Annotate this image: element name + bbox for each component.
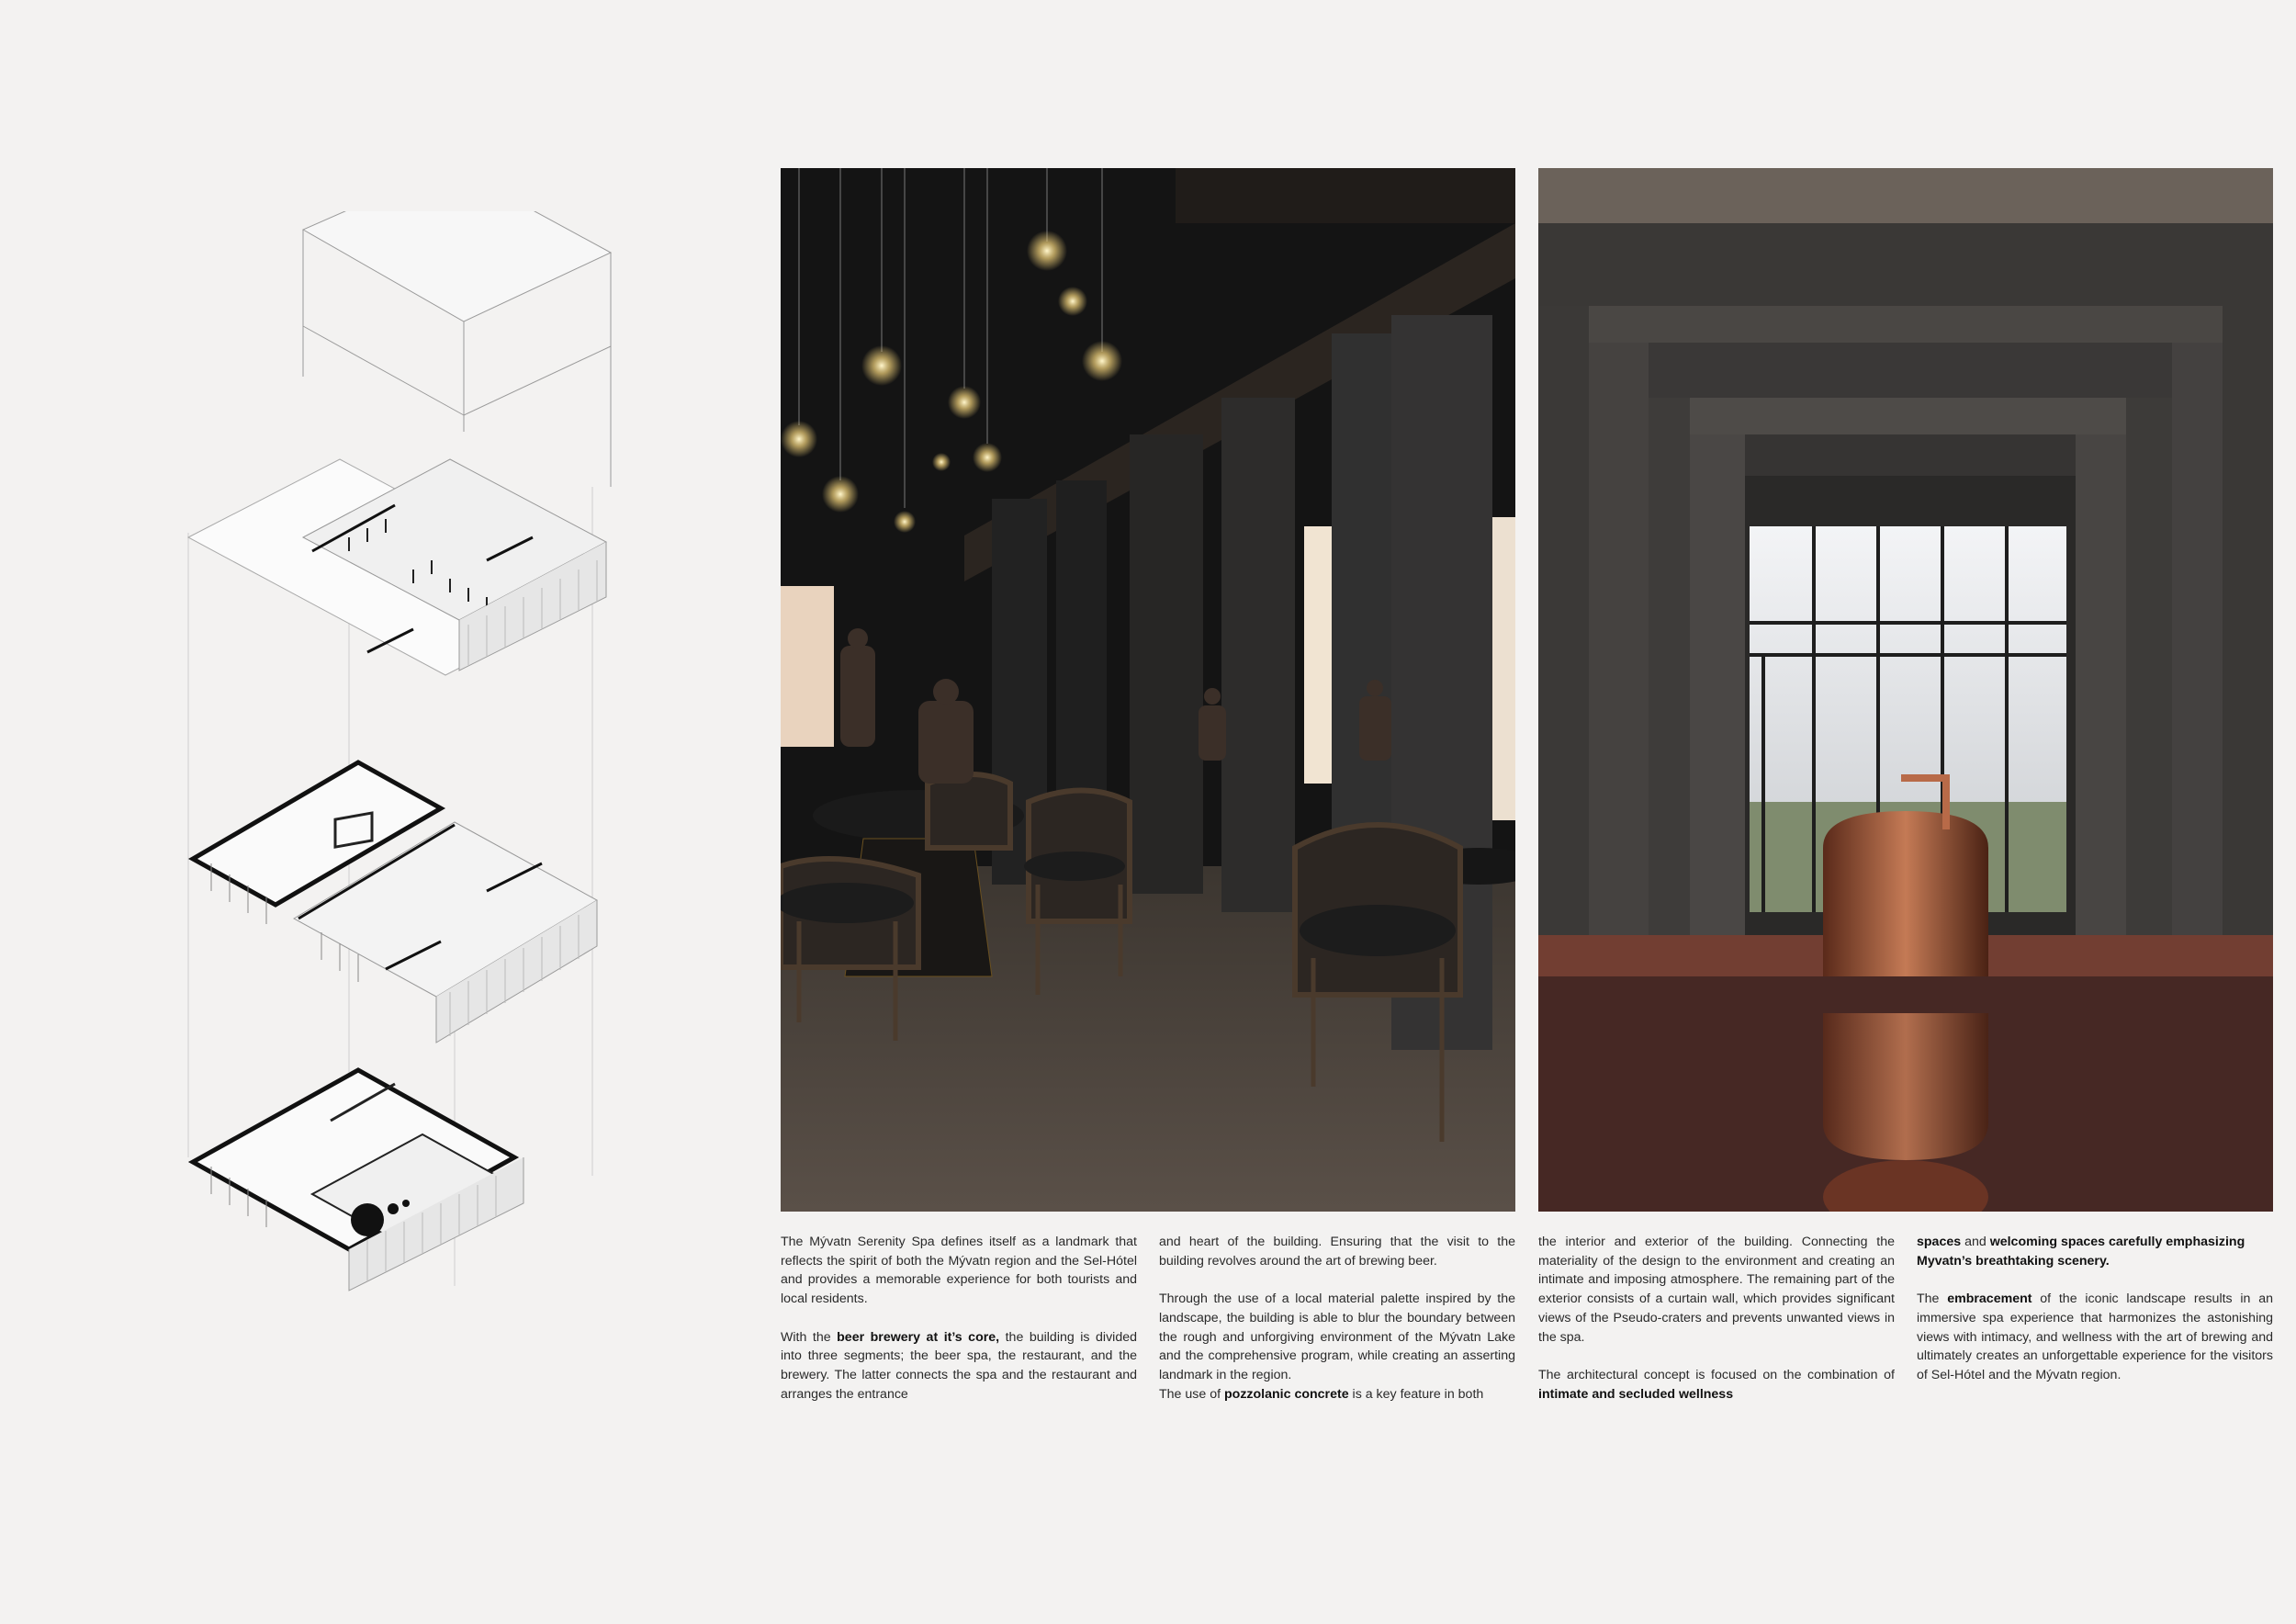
embracement-paragraph — [1917, 1290, 2273, 1385]
concrete-text-start: The use of — [1159, 1386, 1224, 1402]
embracement-text-start: The — [1917, 1291, 1948, 1307]
text-column-2 — [1159, 1233, 1515, 1423]
text-column-4 — [1917, 1233, 2273, 1404]
embracement-bold: embracement — [1947, 1291, 2032, 1307]
concrete-bold: pozzolanic concrete — [1223, 1386, 1349, 1402]
segments-text-end: the building is divided into three segments; the beer spa, the restaurant, and the brewery. The latter connects the spa and the restaurant and arranges the entrance — [781, 1329, 1137, 1402]
axo-middle-floor — [193, 762, 597, 1043]
segments-text-start: With the — [781, 1329, 838, 1345]
concept-paragraph — [1538, 1366, 1895, 1404]
axonometric-drawing — [138, 211, 652, 1369]
brewery-corridor-render — [1538, 168, 2273, 1212]
brewing-paragraph: and heart of the building. Ensuring that the visit to the building revolves around the art of brewing beer. — [1159, 1235, 1515, 1269]
text-column-1 — [781, 1233, 1137, 1423]
axo-top-floor — [188, 459, 606, 675]
text-column-3 — [1538, 1233, 1895, 1423]
segments-paragraph — [781, 1328, 1137, 1404]
intro-paragraph: The Mývatn Serenity Spa defines itself as a landmark that reflects the spirit of both the Mývatn region and the Sel-Hótel and provides a memorable experience for both tourists and local residents. — [781, 1235, 1137, 1307]
axo-bottom-floor — [193, 1070, 523, 1291]
embracement-text-end: of the iconic landscape results in an immersive spa experience that harmonizes the astonishing views with intimacy, and wellness with the art of brewing and ultimately creates an unforgettable experience for the visitors of Sel-Hótel and the Mývatn region. — [1917, 1291, 2273, 1382]
concrete-text-end: is a key feature in both — [1348, 1386, 1484, 1402]
material-paragraph: Through the use of a local material palette inspired by the landscape, the building is able to blur the boundary between the rough and unforgiving environment of the Mývatn Lake and the comprehensive program, while creating an asserting landmark in the region. — [1159, 1291, 1515, 1382]
segments-bold: beer brewery at it’s core, — [837, 1329, 1000, 1345]
spaces-paragraph — [1917, 1233, 2273, 1270]
restaurant-interior-render — [781, 168, 1515, 1212]
spaces-mid: and — [1961, 1235, 1990, 1249]
concept-bold: intimate and secluded wellness — [1538, 1386, 1734, 1402]
concept-text-start: The architectural concept is focused on the combination of — [1538, 1367, 1895, 1382]
spaces-bold: spaces — [1917, 1235, 1962, 1249]
concrete-paragraph — [1159, 1385, 1515, 1404]
materiality-paragraph: the interior and exterior of the building. Connecting the materiality of the design to the environment and creating an intimate and imposing atmosphere. The remaining part of the exterior consists of a curtain wall, which provides significant views of the Pseudo-craters and prevents unwanted views in the spa. — [1538, 1235, 1895, 1345]
welcoming-bold: welcoming spaces carefully emphasizing Myvatn’s breathtaking scenery. — [1917, 1235, 2245, 1269]
